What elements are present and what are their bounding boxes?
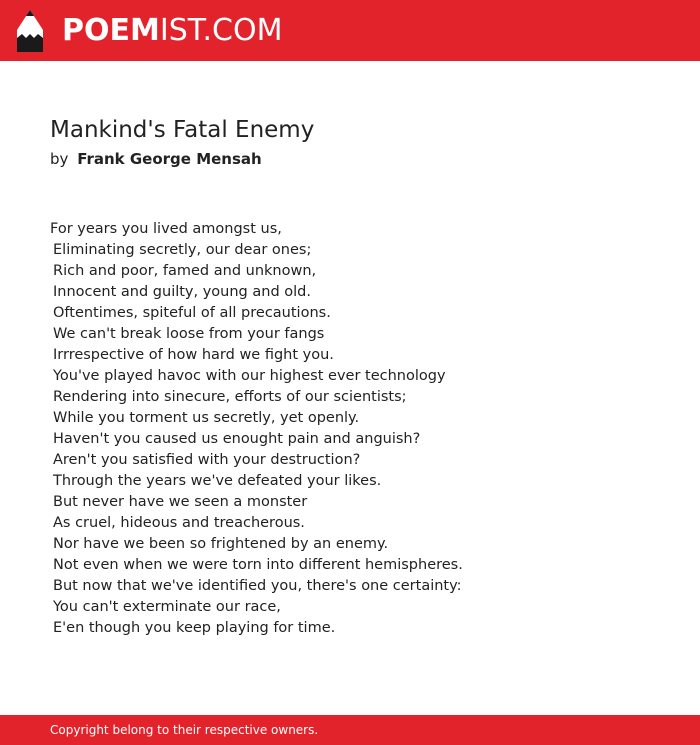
poem-line: Nor have we been so frightened by an enemy. [53, 536, 389, 552]
poem-line: Rich and poor, famed and unknown, [53, 263, 317, 279]
poem-line: Through the years we've defeated your likes. [53, 473, 382, 489]
logo-wordmark [62, 13, 283, 48]
logo-wordmark-bold: POEM [62, 13, 160, 48]
poem-line: For years you lived amongst us, [50, 221, 282, 237]
copyright-notice: Copyright belong to their respective owners. [50, 723, 319, 737]
site-logo-link[interactable] [17, 9, 282, 53]
logo-wordmark-light: IST.COM [159, 13, 283, 48]
poem-byline [50, 150, 262, 168]
poem-line: Oftentimes, spiteful of all precautions. [53, 305, 331, 321]
pencil-icon [17, 10, 43, 52]
poem-line: Rendering into sinecure, efforts of our scientists; [53, 389, 407, 405]
poem-body [50, 219, 463, 639]
by-label: by [50, 150, 69, 168]
site-footer [0, 715, 700, 745]
poem-line: But now that we've identified you, there's one certainty: [53, 578, 462, 594]
poem-line: Haven't you caused us enought pain and anguish? [53, 431, 421, 447]
poem-line: But never have we seen a monster [53, 494, 308, 510]
poem-line: Eliminating secretly, our dear ones; [53, 242, 312, 258]
site-header [0, 0, 700, 61]
poem-title: Mankind's Fatal Enemy [50, 117, 315, 143]
poem-line: As cruel, hideous and treacherous. [53, 515, 305, 531]
poem-author: Frank George Mensah [77, 150, 262, 168]
poem-line: E'en though you keep playing for time. [53, 620, 336, 636]
poem-line: While you torment us secretly, yet openly. [53, 410, 360, 426]
poem-line: We can't break loose from your fangs [53, 326, 325, 342]
poem-line: You can't exterminate our race, [53, 599, 281, 615]
poem-line: Irrrespective of how hard we fight you. [53, 347, 334, 363]
poem-line: You've played havoc with our highest ever technology [53, 368, 446, 384]
poem-line: Aren't you satisfied with your destruction? [53, 452, 361, 468]
poem-line: Not even when we were torn into different hemispheres. [53, 557, 463, 573]
poem-line: Innocent and guilty, young and old. [53, 284, 311, 300]
